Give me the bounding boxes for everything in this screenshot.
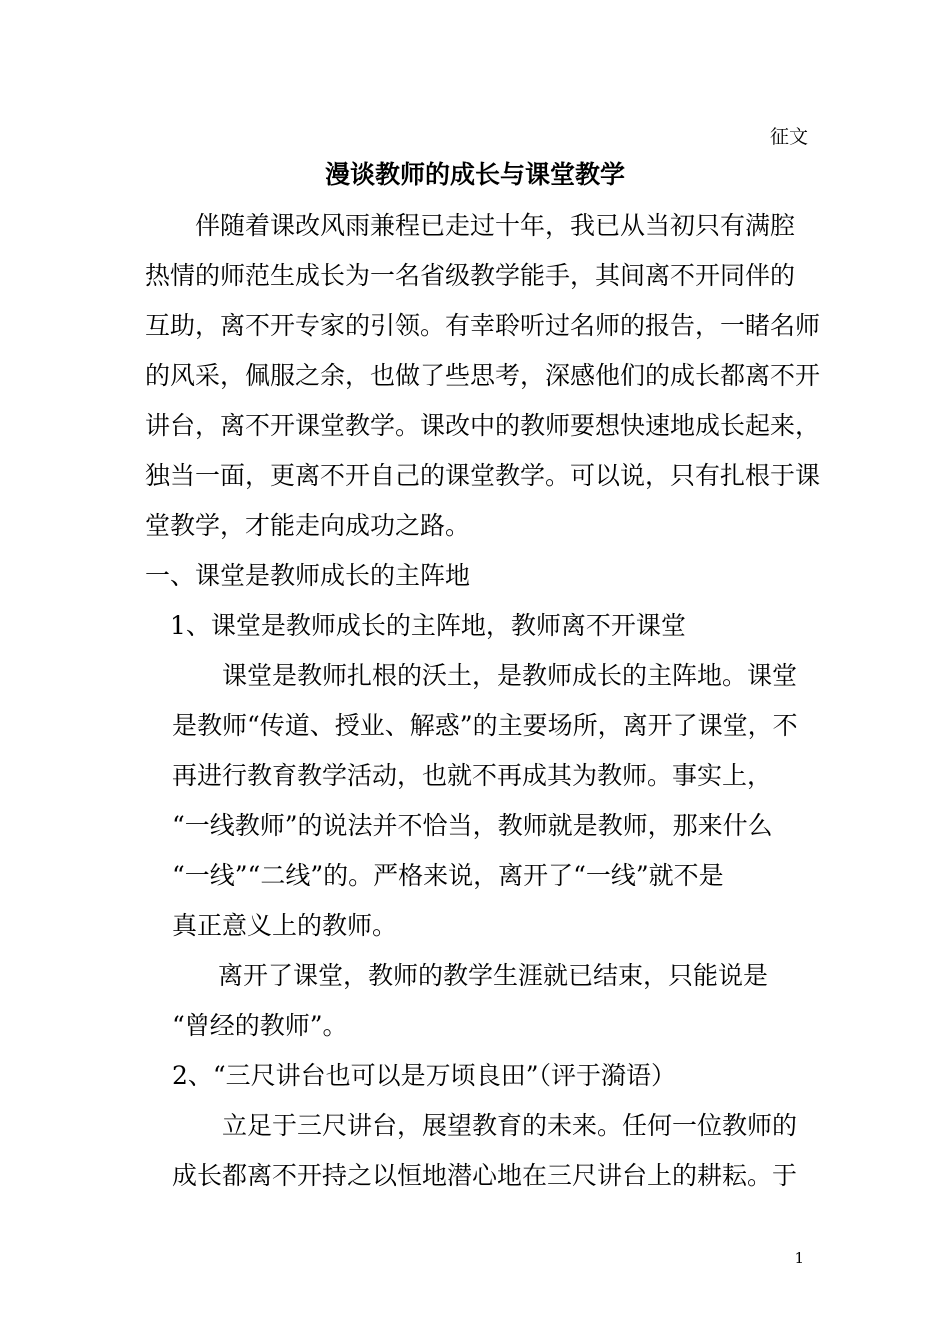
header-tag: 征文 (769, 126, 808, 148)
body-line-11: “一线教师”的说法并不恰当，教师就是教师，那来什么 (172, 811, 773, 840)
subsection-heading-2: 2、“三尺讲台也可以是万顷良田”（评于漪语） (172, 1061, 676, 1090)
section-heading-1: 一、课堂是教师成长的主阵地 (145, 561, 471, 590)
document-title: 漫谈教师的成长与课堂教学 (324, 160, 625, 189)
body-line-1: 伴随着课改风雨兼程已走过十年，我已从当初只有满腔 (195, 211, 796, 240)
body-line-9: 是教师“传道、授业、解惑”的主要场所，离开了课堂，不 (172, 711, 798, 740)
body-line-8: 课堂是教师扎根的沃土，是教师成长的主阵地。课堂 (222, 661, 798, 690)
body-line-12: “一线”“二线”的。严格来说，离开了“一线”就不是 (172, 861, 724, 890)
body-line-6: 独当一面，更离不开自己的课堂教学。可以说，只有扎根于课 (145, 461, 821, 490)
body-line-2: 热情的师范生成长为一名省级教学能手，其间离不开同伴的 (145, 261, 796, 290)
body-line-17: 成长都离不开持之以恒地潜心地在三尺讲台上的耕耘。于 (172, 1161, 798, 1190)
body-line-3: 互助，离不开专家的引领。有幸聆听过名师的报告，一睹名师 (145, 311, 821, 340)
body-line-10: 再进行教育教学活动，也就不再成其为教师。事实上， (172, 761, 773, 790)
subsection-heading-1: 1、课堂是教师成长的主阵地，教师离不开课堂 (170, 611, 686, 640)
body-line-4: 的风采，佩服之余，也做了些思考，深感他们的成长都离不开 (145, 361, 821, 390)
body-line-5: 讲台，离不开课堂教学。课改中的教师要想快速地成长起来， (145, 411, 821, 440)
body-line-14: 离开了课堂，教师的教学生涯就已结束，只能说是 (218, 961, 769, 990)
body-line-15: “曾经的教师”。 (172, 1011, 348, 1040)
body-line-13: 真正意义上的教师。 (172, 911, 398, 940)
page-number: 1 (794, 1249, 804, 1267)
body-line-7: 堂教学，才能走向成功之路。 (145, 511, 471, 540)
body-line-16: 立足于三尺讲台，展望教育的未来。任何一位教师的 (222, 1111, 798, 1140)
